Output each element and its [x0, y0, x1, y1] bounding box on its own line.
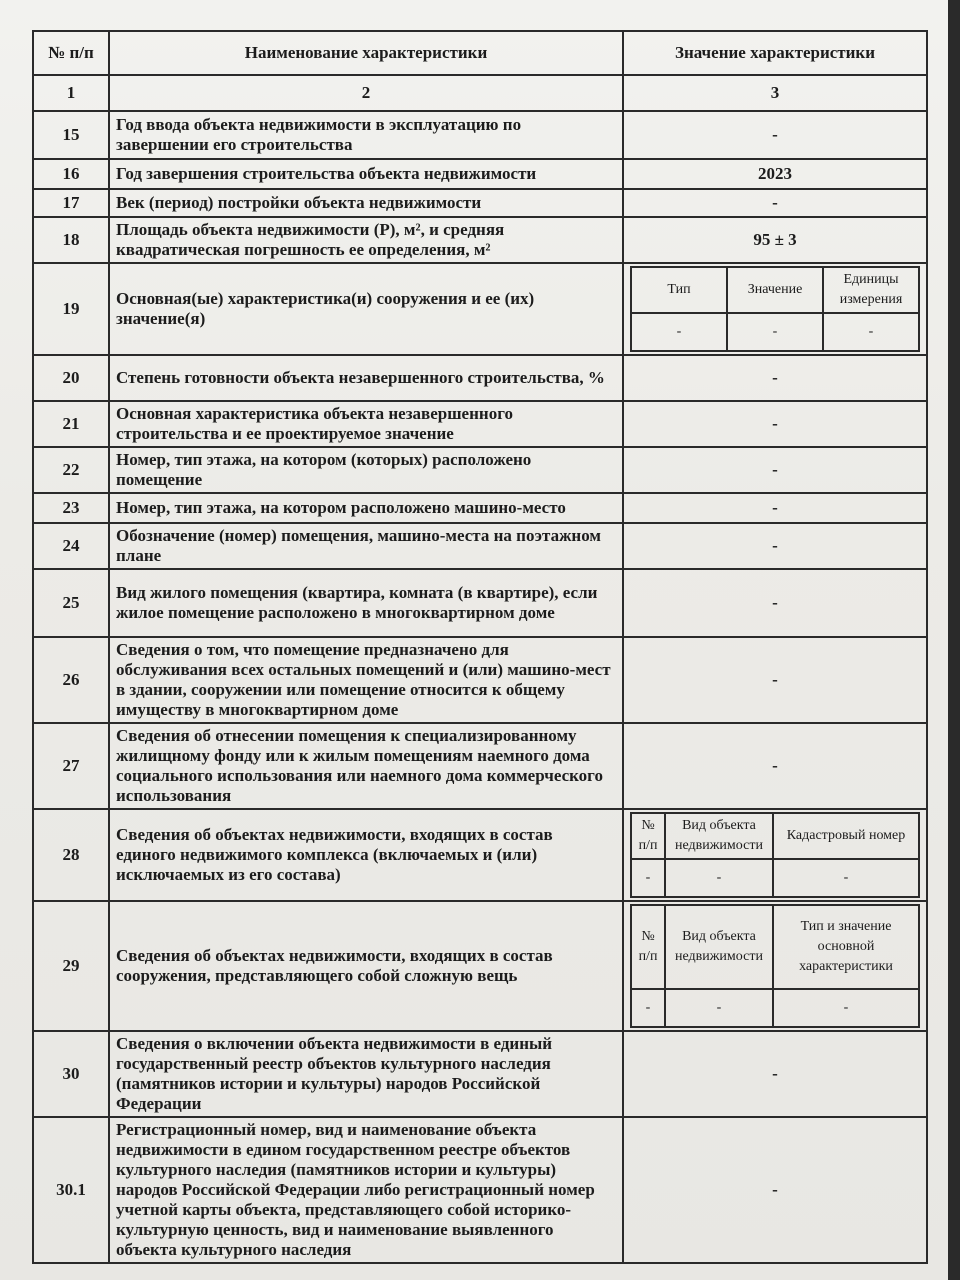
- row-name: Сведения об объектах недвижимости, входящих в состав сооружения, представляющего собой сложную вещь: [109, 901, 623, 1031]
- subtable-header: Значение: [727, 267, 823, 313]
- row-value: -: [623, 447, 927, 493]
- row-num: 26: [33, 637, 109, 723]
- header-name: Наименование характеристики: [109, 31, 623, 75]
- row-num: 30: [33, 1031, 109, 1117]
- row-name: Основная характеристика объекта незавершенного строительства и ее проектируемое значение: [109, 401, 623, 447]
- table-row: [33, 1117, 927, 1263]
- row-name: Номер, тип этажа, на котором расположено машино-место: [109, 493, 623, 523]
- row-num: 30.1: [33, 1117, 109, 1263]
- row-name: Степень готовности объекта незавершенного строительства, %: [109, 355, 623, 401]
- colnum-2: 2: [109, 75, 623, 111]
- subtable-value: -: [631, 989, 665, 1027]
- subtable-header: Тип и значение основной характеристики: [773, 905, 919, 989]
- table-row: [33, 901, 927, 1031]
- row-num: 16: [33, 159, 109, 189]
- row-num: 25: [33, 569, 109, 637]
- table-row: [33, 447, 927, 493]
- row-name: Сведения об объектах недвижимости, входящих в состав единого недвижимого комплекса (включаемых и (или) исключаемых из его состава): [109, 809, 623, 901]
- row-num: 17: [33, 189, 109, 217]
- subtable-value: -: [631, 859, 665, 897]
- row-value: -: [623, 1117, 927, 1263]
- row-num: 27: [33, 723, 109, 809]
- row-name: Вид жилого помещения (квартира, комната (в квартире), если жилое помещение расположено в многоквартирном доме: [109, 569, 623, 637]
- row-num: 28: [33, 809, 109, 901]
- row-value: -: [623, 723, 927, 809]
- subtable-value: -: [665, 989, 773, 1027]
- row-value: -: [623, 401, 927, 447]
- row-value: -: [623, 523, 927, 569]
- subtable-header: Кадастровый номер: [773, 813, 919, 859]
- row-name: Основная(ые) характеристика(и) сооружения и ее (их) значение(я): [109, 263, 623, 355]
- table-row: [33, 569, 927, 637]
- row-value: -: [623, 637, 927, 723]
- subtable-header: Вид объекта недвижимости: [665, 813, 773, 859]
- subtable-header: Тип: [631, 267, 727, 313]
- row-num: 24: [33, 523, 109, 569]
- table-row: [33, 723, 927, 809]
- row-name: Сведения о том, что помещение предназначено для обслуживания всех остальных помещений и (или) машино-мест в здании, сооружении или помещение относится к общему имуществу в многоквартирном доме: [109, 637, 623, 723]
- row-subtable-cell: [623, 809, 927, 901]
- row-num: 20: [33, 355, 109, 401]
- row-value: -: [623, 189, 927, 217]
- table-row: [33, 189, 927, 217]
- subtable-value: -: [773, 859, 919, 897]
- row-subtable-cell: [623, 263, 927, 355]
- subtable-value: -: [631, 313, 727, 351]
- row-subtable-cell: [623, 901, 927, 1031]
- column-numbers-row: [33, 75, 927, 111]
- row-name: Сведения о включении объекта недвижимости в единый государственный реестр объектов культурного наследия (памятников истории и культуры) народов Российской Федерации: [109, 1031, 623, 1117]
- table-header-row: [33, 31, 927, 75]
- subtable: [630, 266, 920, 352]
- subtable-header: № п/п: [631, 813, 665, 859]
- subtable-value: -: [823, 313, 919, 351]
- table-row: [33, 355, 927, 401]
- row-num: 21: [33, 401, 109, 447]
- table-row: [33, 159, 927, 189]
- row-value: -: [623, 493, 927, 523]
- row-num: 23: [33, 493, 109, 523]
- row-value: -: [623, 1031, 927, 1117]
- subtable-value: -: [665, 859, 773, 897]
- row-value: 2023: [623, 159, 927, 189]
- subtable-header: № п/п: [631, 905, 665, 989]
- row-value: -: [623, 355, 927, 401]
- row-num: 29: [33, 901, 109, 1031]
- header-num: № п/п: [33, 31, 109, 75]
- table-row: [33, 1031, 927, 1117]
- row-name: Регистрационный номер, вид и наименование объекта недвижимости в едином государственном реестре объектов культурного наследия (памятников истории и культуры) народов Российской Федерации либо регистрационный номер учетной карты объекта, представляющего собой историко-культурную ценность, вид и наименование выявленного объекта культурного наследия: [109, 1117, 623, 1263]
- row-num: 18: [33, 217, 109, 263]
- subtable-value: -: [773, 989, 919, 1027]
- colnum-1: 1: [33, 75, 109, 111]
- row-name: Год завершения строительства объекта недвижимости: [109, 159, 623, 189]
- row-num: 22: [33, 447, 109, 493]
- row-name: Площадь объекта недвижимости (P), м², и средняя квадратическая погрешность ее определения, м²: [109, 217, 623, 263]
- subtable: [630, 904, 920, 1028]
- subtable: [630, 812, 920, 898]
- table-row: [33, 637, 927, 723]
- row-name: Обозначение (номер) помещения, машино-места на поэтажном плане: [109, 523, 623, 569]
- header-value: Значение характеристики: [623, 31, 927, 75]
- row-name: Век (период) постройки объекта недвижимости: [109, 189, 623, 217]
- table-row: [33, 401, 927, 447]
- table-row: [33, 111, 927, 159]
- row-num: 15: [33, 111, 109, 159]
- subtable-value: -: [727, 313, 823, 351]
- table-row: [33, 263, 927, 355]
- table-row: [33, 217, 927, 263]
- row-name: Номер, тип этажа, на котором (которых) расположено помещение: [109, 447, 623, 493]
- row-name: Год ввода объекта недвижимости в эксплуатацию по завершении его строительства: [109, 111, 623, 159]
- subtable-header: Единицы измерения: [823, 267, 919, 313]
- subtable-header: Вид объекта недвижимости: [665, 905, 773, 989]
- row-value: -: [623, 569, 927, 637]
- row-name: Сведения об отнесении помещения к специализированному жилищному фонду или к жилым помещениям наемного дома социального использования или наемного дома коммерческого использования: [109, 723, 623, 809]
- row-num: 19: [33, 263, 109, 355]
- table-row: [33, 493, 927, 523]
- row-value: -: [623, 111, 927, 159]
- table-row: [33, 809, 927, 901]
- row-value: 95 ± 3: [623, 217, 927, 263]
- colnum-3: 3: [623, 75, 927, 111]
- table-row: [33, 523, 927, 569]
- characteristics-table: [32, 30, 928, 1264]
